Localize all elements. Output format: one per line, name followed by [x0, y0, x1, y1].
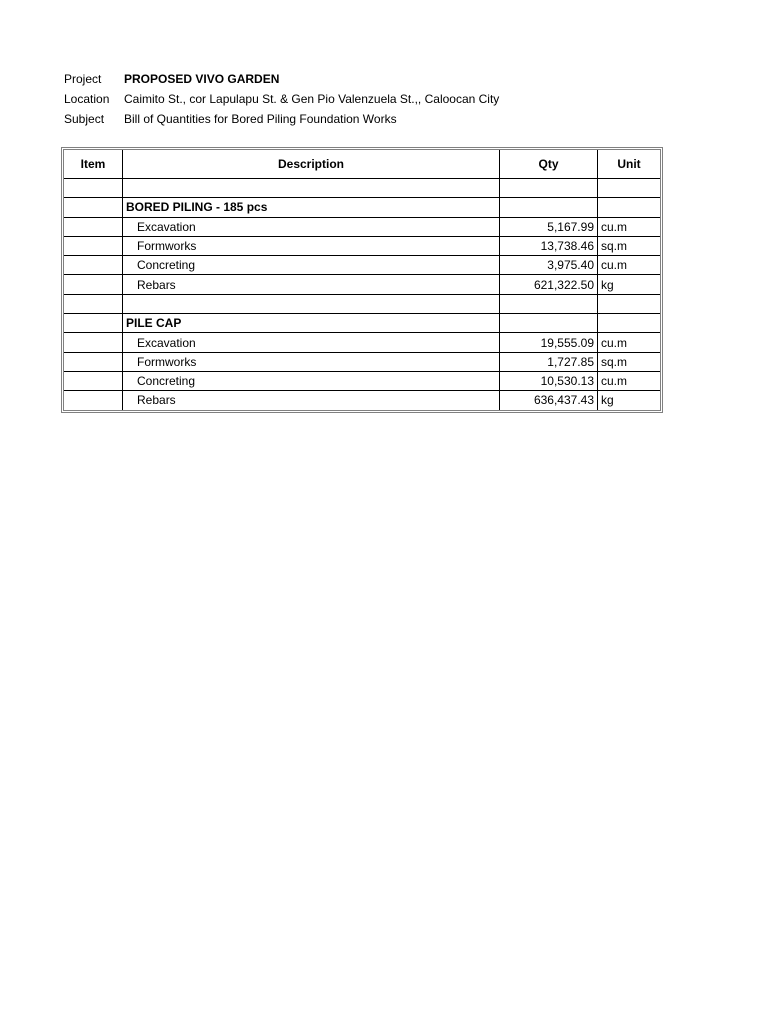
location-value: Caimito St., cor Lapulapu St. & Gen Pio Valenzuela St.,, Caloocan City [124, 92, 500, 106]
project-row [64, 70, 499, 90]
description-cell: Formworks [123, 237, 500, 256]
description-cell: Excavation [123, 218, 500, 237]
qty-cell: 10,530.13 [500, 372, 598, 391]
qty-cell: 1,727.85 [500, 353, 598, 372]
bill-of-quantities-table [61, 147, 663, 413]
item-cell [64, 198, 123, 217]
qty-cell: 13,738.46 [500, 237, 598, 256]
column-header-unit: Unit [598, 150, 660, 179]
description-cell [123, 179, 500, 198]
table-header-row [64, 150, 660, 179]
table-row [64, 218, 660, 237]
table-row [64, 256, 660, 275]
qty-cell [500, 179, 598, 198]
qty-cell: 621,322.50 [500, 275, 598, 294]
table-row [64, 237, 660, 256]
table-row [64, 353, 660, 372]
item-cell [64, 218, 123, 237]
section-heading-cell: PILE CAP [123, 314, 500, 333]
qty-cell: 19,555.09 [500, 333, 598, 352]
unit-cell: sq.m [598, 353, 660, 372]
item-cell [64, 372, 123, 391]
table-row [64, 314, 660, 333]
description-cell: Rebars [123, 391, 500, 409]
column-header-item: Item [64, 150, 123, 179]
description-cell: Excavation [123, 333, 500, 352]
unit-cell [598, 295, 660, 314]
description-cell: Concreting [123, 256, 500, 275]
section-heading-cell: BORED PILING - 185 pcs [123, 198, 500, 217]
description-cell: Formworks [123, 353, 500, 372]
subject-label: Subject [64, 112, 105, 126]
table-row [64, 275, 660, 294]
item-cell [64, 275, 123, 294]
location-label: Location [64, 92, 110, 106]
description-cell: Rebars [123, 275, 500, 294]
qty-cell: 5,167.99 [500, 218, 598, 237]
unit-cell [598, 179, 660, 198]
unit-cell: kg [601, 393, 614, 408]
subject-row [64, 110, 499, 130]
unit-cell: cu.m [598, 333, 660, 352]
project-value: PROPOSED VIVO GARDEN [124, 72, 280, 86]
table-row [64, 372, 660, 391]
document-header [64, 70, 499, 130]
unit-cell: cu.m [598, 218, 660, 237]
qty-cell: 636,437.43 [500, 391, 598, 409]
qty-cell [500, 198, 598, 217]
qty-cell: 3,975.40 [500, 256, 598, 275]
table-row [64, 391, 660, 409]
unit-cell: cu.m [598, 372, 660, 391]
location-row [64, 90, 499, 110]
unit-cell: kg [598, 275, 660, 294]
column-header-description: Description [123, 150, 500, 179]
table-row [64, 295, 660, 314]
table-row [64, 179, 660, 198]
qty-cell [500, 295, 598, 314]
item-cell [64, 237, 123, 256]
description-cell: Concreting [123, 372, 500, 391]
qty-cell [500, 314, 598, 333]
item-cell [64, 314, 123, 333]
item-cell [64, 295, 123, 314]
column-header-qty: Qty [500, 150, 598, 179]
unit-cell: sq.m [598, 237, 660, 256]
table-row [64, 333, 660, 352]
unit-cell [598, 314, 660, 333]
unit-cell: cu.m [598, 256, 660, 275]
project-label: Project [64, 72, 102, 86]
description-cell [123, 295, 500, 314]
item-cell [64, 179, 123, 198]
item-cell [64, 353, 123, 372]
unit-cell [598, 198, 660, 217]
item-cell [64, 333, 123, 352]
item-cell [64, 391, 123, 409]
table-row [64, 198, 660, 217]
item-cell [64, 256, 123, 275]
subject-value: Bill of Quantities for Bored Piling Foundation Works [124, 112, 397, 126]
